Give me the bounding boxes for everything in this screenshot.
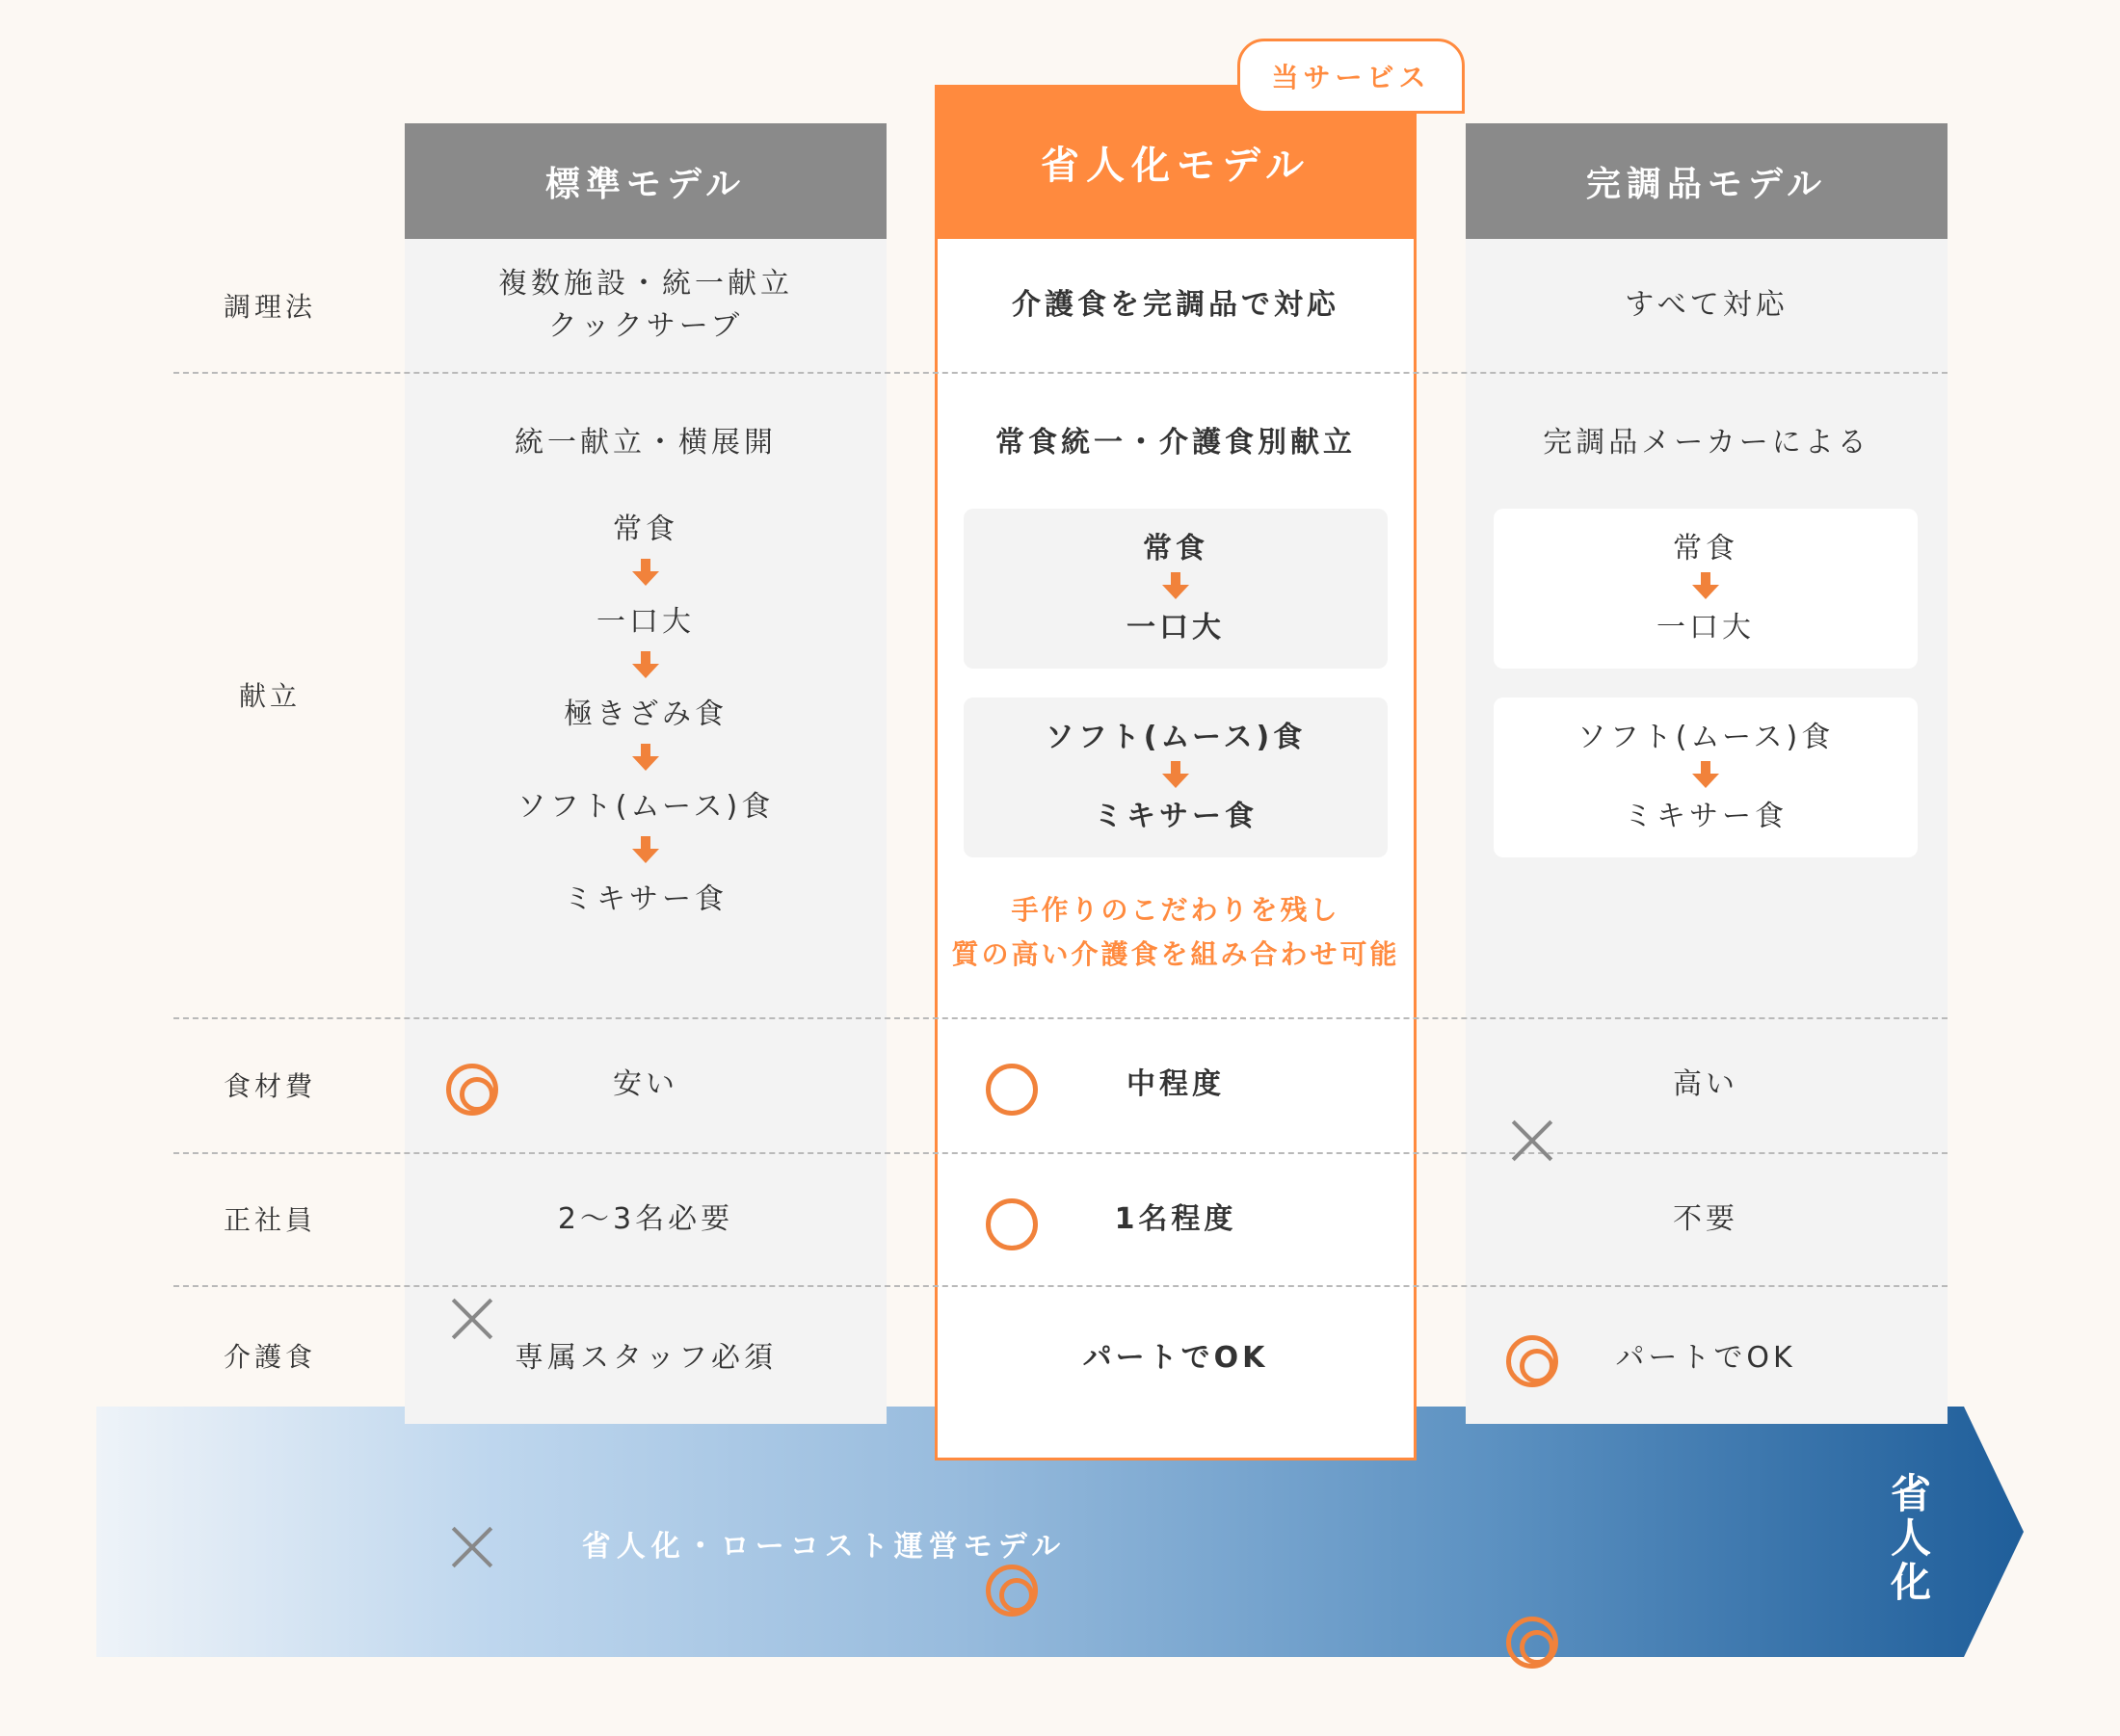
menu-step: ソフト(ムース)食: [1045, 721, 1307, 754]
vertical-label: [1887, 1472, 1935, 1605]
standard-method-line2: クックサーブ: [547, 309, 744, 343]
down-arrow-icon: [1692, 761, 1719, 790]
note-line1: 手作りのこだわりを残し: [1011, 894, 1340, 926]
menu-step: 常食: [1673, 532, 1738, 566]
note-line2: 質の高い介護食を組み合わせ可能: [951, 938, 1400, 970]
down-arrow-icon: [632, 836, 659, 865]
standard-header: 標準モデル: [405, 123, 887, 239]
double-circle-icon: [986, 1565, 1038, 1617]
saving-header: 省人化モデル: [935, 85, 1417, 239]
row-label-cost: 食材費: [223, 1070, 316, 1102]
vertical-char-2: 人: [1890, 1514, 1931, 1562]
row-divider: [173, 372, 1948, 374]
saving-menu-note: [935, 888, 1417, 977]
saving-cost-text: 中程度: [1126, 1067, 1225, 1101]
standard-method: [405, 239, 887, 372]
standard-method-line1: 複数施設・統一献立: [498, 267, 793, 301]
cross-icon: [1511, 1119, 1553, 1162]
menu-step: 一口大: [1126, 611, 1225, 644]
saving-menu-box-1: [964, 509, 1388, 669]
circle-icon: [986, 1064, 1038, 1116]
saving-staff-text: 1名程度: [1114, 1202, 1237, 1236]
saving-menu-box-2: [964, 697, 1388, 857]
cross-icon: [451, 1298, 493, 1340]
standard-menu-title: 統一献立・横展開: [515, 426, 777, 460]
menu-step: 極きざみ食: [564, 697, 728, 731]
saving-method: 介護食を完調品で対応: [1012, 288, 1339, 322]
double-circle-icon: [1506, 1335, 1558, 1387]
row-label-menu: 献立: [238, 680, 301, 712]
menu-step: 一口大: [596, 605, 695, 639]
menu-step: ソフト(ムース)食: [517, 790, 775, 824]
menu-step: 常食: [1143, 532, 1208, 566]
standard-menu-steps: [405, 509, 887, 921]
vertical-char-1: 省: [1890, 1470, 1931, 1517]
menu-step: 一口大: [1656, 611, 1755, 644]
circle-icon: [986, 1198, 1038, 1250]
down-arrow-icon: [1692, 572, 1719, 601]
down-arrow-icon: [632, 651, 659, 680]
menu-step: 常食: [613, 513, 678, 546]
down-arrow-icon: [632, 559, 659, 588]
complete-cost-text: 高い: [1673, 1067, 1738, 1101]
row-label-staff: 正社員: [223, 1204, 316, 1236]
our-service-badge: 当サービス: [1237, 39, 1465, 114]
row-divider: [173, 1285, 1948, 1287]
double-circle-icon: [1506, 1617, 1558, 1669]
complete-care-text: パートでOK: [1615, 1341, 1796, 1375]
menu-step: ソフト(ムース)食: [1577, 721, 1835, 754]
saving-care-text: パートでOK: [1082, 1341, 1269, 1375]
complete-menu-title: 完調品メーカーによる: [1543, 426, 1870, 460]
complete-menu-box-1: [1494, 509, 1918, 669]
complete-method: すべて対応: [1625, 288, 1789, 322]
complete-staff-text: 不要: [1673, 1202, 1738, 1236]
down-arrow-icon: [1162, 761, 1189, 790]
vertical-char-3: 化: [1890, 1559, 1931, 1606]
down-arrow-icon: [1162, 572, 1189, 601]
standard-care-text: 専属スタッフ必須: [515, 1341, 777, 1375]
row-divider: [173, 1152, 1948, 1154]
standard-staff-text: 2〜3名必要: [557, 1202, 734, 1236]
menu-step: ミキサー食: [564, 882, 728, 916]
double-circle-icon: [446, 1064, 498, 1116]
cross-icon: [451, 1526, 493, 1568]
menu-step: ミキサー食: [1624, 800, 1788, 833]
saving-menu-title: 常食統一・介護食別献立: [995, 426, 1356, 460]
bottom-arrow-label: 省人化・ローコスト運営モデル: [581, 1530, 1067, 1564]
standard-cost-text: 安い: [613, 1067, 678, 1101]
menu-step: ミキサー食: [1094, 800, 1258, 833]
complete-menu-box-2: [1494, 697, 1918, 857]
row-label-care: 介護食: [223, 1341, 316, 1373]
row-divider: [173, 1017, 1948, 1019]
down-arrow-icon: [632, 744, 659, 773]
complete-header: 完調品モデル: [1466, 123, 1948, 239]
row-label-method: 調理法: [223, 291, 316, 323]
